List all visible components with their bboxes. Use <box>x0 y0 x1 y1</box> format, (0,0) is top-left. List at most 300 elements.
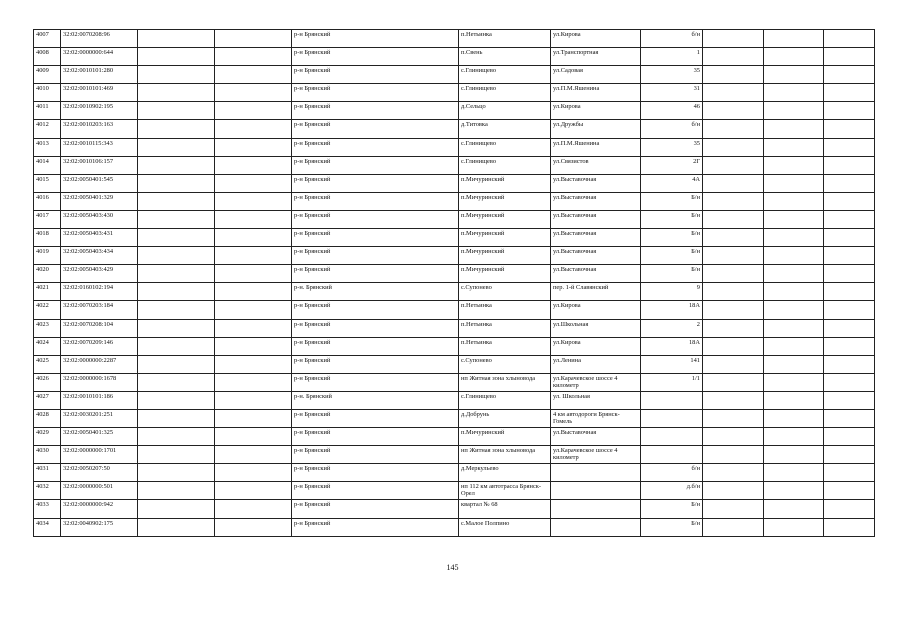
empty-cell <box>764 48 824 66</box>
row-number-cell: 4031 <box>34 464 61 482</box>
empty-cell <box>215 337 292 355</box>
cadastral-number-cell: 32:02:0000000:942 <box>61 500 138 518</box>
empty-cell <box>824 48 875 66</box>
table-row <box>34 138 875 156</box>
settlement-cell: д.Меркульево <box>459 464 551 482</box>
row-number-cell: 4027 <box>34 391 61 409</box>
empty-cell <box>215 373 292 391</box>
house-number-cell: Б/н <box>641 500 703 518</box>
empty-cell <box>215 210 292 228</box>
settlement-cell: п.Мичуринский <box>459 210 551 228</box>
street-cell: ул.Школьная <box>551 319 641 337</box>
table-row <box>34 391 875 409</box>
empty-cell <box>824 373 875 391</box>
empty-cell <box>215 355 292 373</box>
empty-cell <box>764 66 824 84</box>
house-number-cell: 46 <box>641 102 703 120</box>
cadastral-number-cell: 32:02:0040902:175 <box>61 518 138 536</box>
district-cell: р-н Брянский <box>292 301 459 319</box>
empty-cell <box>703 210 764 228</box>
empty-cell <box>138 428 215 446</box>
cadastral-number-cell: 32:02:0050401:329 <box>61 192 138 210</box>
cadastral-number-cell: 32:02:0010101:280 <box>61 66 138 84</box>
table-row <box>34 319 875 337</box>
empty-cell <box>703 138 764 156</box>
row-number-cell: 4015 <box>34 174 61 192</box>
cadastral-number-cell: 32:02:0030201:251 <box>61 409 138 427</box>
row-number-cell: 4017 <box>34 210 61 228</box>
district-cell: р-н Брянский <box>292 210 459 228</box>
cadastral-number-cell: 32:02:0000000:1678 <box>61 373 138 391</box>
empty-cell <box>764 120 824 138</box>
empty-cell <box>764 409 824 427</box>
empty-cell <box>215 102 292 120</box>
empty-cell <box>824 102 875 120</box>
empty-cell <box>138 66 215 84</box>
street-cell: ул.Транспортная <box>551 48 641 66</box>
empty-cell <box>824 428 875 446</box>
cadastral-number-cell: 32:02:0000000:2287 <box>61 355 138 373</box>
empty-cell <box>703 247 764 265</box>
district-cell: р-н Брянский <box>292 156 459 174</box>
empty-cell <box>824 174 875 192</box>
empty-cell <box>138 120 215 138</box>
table-row <box>34 337 875 355</box>
empty-cell <box>824 446 875 464</box>
empty-cell <box>215 30 292 48</box>
empty-cell <box>824 84 875 102</box>
table-row <box>34 355 875 373</box>
house-number-cell: 2Г <box>641 156 703 174</box>
house-number-cell: 9 <box>641 283 703 301</box>
empty-cell <box>824 229 875 247</box>
empty-cell <box>703 48 764 66</box>
empty-cell <box>215 283 292 301</box>
table-row <box>34 156 875 174</box>
table-row <box>34 265 875 283</box>
cadastral-number-cell: 32:02:0050401:325 <box>61 428 138 446</box>
empty-cell <box>764 84 824 102</box>
empty-cell <box>764 210 824 228</box>
settlement-cell: п.Нетьинка <box>459 30 551 48</box>
row-number-cell: 4013 <box>34 138 61 156</box>
settlement-cell: д.Титовка <box>459 120 551 138</box>
cadastral-number-cell: 32:02:0070203:184 <box>61 301 138 319</box>
empty-cell <box>703 373 764 391</box>
empty-cell <box>215 84 292 102</box>
empty-cell <box>703 391 764 409</box>
settlement-cell: п.Свень <box>459 48 551 66</box>
empty-cell <box>703 337 764 355</box>
district-cell: р-н. Брянский <box>292 391 459 409</box>
street-cell: ул.Кирова <box>551 301 641 319</box>
empty-cell <box>703 428 764 446</box>
empty-cell <box>764 319 824 337</box>
cadastral-number-cell: 32:02:0000000:501 <box>61 482 138 500</box>
house-number-cell: б/н <box>641 464 703 482</box>
empty-cell <box>138 500 215 518</box>
house-number-cell <box>641 409 703 427</box>
empty-cell <box>703 301 764 319</box>
empty-cell <box>215 301 292 319</box>
empty-cell <box>764 301 824 319</box>
house-number-cell <box>641 391 703 409</box>
house-number-cell: Б/н <box>641 265 703 283</box>
empty-cell <box>138 409 215 427</box>
empty-cell <box>703 229 764 247</box>
table-row <box>34 500 875 518</box>
table-row <box>34 409 875 427</box>
cadastral-number-cell: 32:02:0070208:96 <box>61 30 138 48</box>
table-row <box>34 301 875 319</box>
empty-cell <box>138 102 215 120</box>
empty-cell <box>824 319 875 337</box>
house-number-cell: Б/н <box>641 210 703 228</box>
house-number-cell: д.б/н <box>641 482 703 500</box>
settlement-cell: нп Житная зона хлыновода <box>459 446 551 464</box>
empty-cell <box>703 355 764 373</box>
house-number-cell: б/н <box>641 120 703 138</box>
settlement-cell: п.Мичуринский <box>459 265 551 283</box>
house-number-cell: б/н <box>641 30 703 48</box>
street-cell: ул.Кирова <box>551 30 641 48</box>
row-number-cell: 4021 <box>34 283 61 301</box>
table-row <box>34 428 875 446</box>
settlement-cell: п.Нетьинка <box>459 337 551 355</box>
street-cell: пер. 1-й Славянский <box>551 283 641 301</box>
empty-cell <box>764 355 824 373</box>
street-cell <box>551 482 641 500</box>
table-row <box>34 120 875 138</box>
cadastral-number-cell: 32:02:0050403:434 <box>61 247 138 265</box>
empty-cell <box>764 102 824 120</box>
settlement-cell: с.Супонево <box>459 355 551 373</box>
empty-cell <box>824 192 875 210</box>
house-number-cell: 18А <box>641 301 703 319</box>
empty-cell <box>703 464 764 482</box>
table-row <box>34 482 875 500</box>
street-cell: ул.Связистов <box>551 156 641 174</box>
empty-cell <box>824 138 875 156</box>
empty-cell <box>703 174 764 192</box>
table-row <box>34 283 875 301</box>
empty-cell <box>215 156 292 174</box>
street-cell: ул.Карачевское шоссе 4 километр <box>551 446 641 464</box>
empty-cell <box>703 66 764 84</box>
settlement-cell: нп Житная зона хлыновода <box>459 373 551 391</box>
district-cell: р-н Брянский <box>292 102 459 120</box>
empty-cell <box>824 464 875 482</box>
street-cell: ул.Дружбы <box>551 120 641 138</box>
empty-cell <box>764 138 824 156</box>
empty-cell <box>824 409 875 427</box>
street-cell: ул.Выставочная <box>551 428 641 446</box>
settlement-cell: д.Сельцо <box>459 102 551 120</box>
empty-cell <box>138 84 215 102</box>
empty-cell <box>215 482 292 500</box>
table-row <box>34 66 875 84</box>
empty-cell <box>764 247 824 265</box>
table-row <box>34 30 875 48</box>
settlement-cell: п.Нетьинка <box>459 319 551 337</box>
table-body <box>34 30 875 537</box>
settlement-cell: нп 112 км автотрасса Брянск-Орел <box>459 482 551 500</box>
house-number-cell: 1/1 <box>641 373 703 391</box>
empty-cell <box>703 482 764 500</box>
house-number-cell <box>641 446 703 464</box>
district-cell: р-н Брянский <box>292 247 459 265</box>
empty-cell <box>764 464 824 482</box>
empty-cell <box>764 391 824 409</box>
settlement-cell: с.Малое Полпино <box>459 518 551 536</box>
row-number-cell: 4032 <box>34 482 61 500</box>
settlement-cell: п.Мичуринский <box>459 229 551 247</box>
cadastral-number-cell: 32:02:0010203:163 <box>61 120 138 138</box>
house-number-cell: Б/н <box>641 518 703 536</box>
empty-cell <box>824 247 875 265</box>
table-row <box>34 518 875 536</box>
row-number-cell: 4007 <box>34 30 61 48</box>
empty-cell <box>138 391 215 409</box>
district-cell: р-н Брянский <box>292 319 459 337</box>
row-number-cell: 4012 <box>34 120 61 138</box>
settlement-cell: п.Мичуринский <box>459 428 551 446</box>
empty-cell <box>138 446 215 464</box>
empty-cell <box>215 120 292 138</box>
street-cell: ул.Ленина <box>551 355 641 373</box>
empty-cell <box>764 192 824 210</box>
empty-cell <box>215 192 292 210</box>
empty-cell <box>138 156 215 174</box>
street-cell: ул.Садовая <box>551 66 641 84</box>
empty-cell <box>138 482 215 500</box>
cadastral-number-cell: 32:02:0010902:195 <box>61 102 138 120</box>
empty-cell <box>824 210 875 228</box>
empty-cell <box>703 518 764 536</box>
district-cell: р-н Брянский <box>292 174 459 192</box>
row-number-cell: 4030 <box>34 446 61 464</box>
house-number-cell: 1 <box>641 48 703 66</box>
street-cell <box>551 518 641 536</box>
house-number-cell: Б/н <box>641 192 703 210</box>
empty-cell <box>703 156 764 174</box>
district-cell: р-н Брянский <box>292 48 459 66</box>
empty-cell <box>138 355 215 373</box>
street-cell: ул.Карачевское шоссе 4 километр <box>551 373 641 391</box>
settlement-cell: д.Добрунь <box>459 409 551 427</box>
registry-table <box>33 29 875 537</box>
row-number-cell: 4026 <box>34 373 61 391</box>
row-number-cell: 4025 <box>34 355 61 373</box>
district-cell: р-н Брянский <box>292 446 459 464</box>
empty-cell <box>138 192 215 210</box>
empty-cell <box>215 229 292 247</box>
empty-cell <box>215 265 292 283</box>
empty-cell <box>703 283 764 301</box>
district-cell: р-н Брянский <box>292 337 459 355</box>
empty-cell <box>215 138 292 156</box>
cadastral-number-cell: 32:02:0010101:186 <box>61 391 138 409</box>
cadastral-number-cell: 32:02:0050401:545 <box>61 174 138 192</box>
street-cell: ул.Кирова <box>551 337 641 355</box>
empty-cell <box>138 373 215 391</box>
empty-cell <box>764 500 824 518</box>
row-number-cell: 4016 <box>34 192 61 210</box>
empty-cell <box>764 265 824 283</box>
street-cell: ул.Выставочная <box>551 210 641 228</box>
empty-cell <box>138 283 215 301</box>
empty-cell <box>138 337 215 355</box>
settlement-cell: п.Мичуринский <box>459 192 551 210</box>
settlement-cell: с.Глинищево <box>459 66 551 84</box>
empty-cell <box>138 229 215 247</box>
district-cell: р-н Брянский <box>292 355 459 373</box>
table-row <box>34 464 875 482</box>
empty-cell <box>824 66 875 84</box>
street-cell <box>551 464 641 482</box>
empty-cell <box>764 518 824 536</box>
row-number-cell: 4018 <box>34 229 61 247</box>
house-number-cell: Б/н <box>641 247 703 265</box>
district-cell: р-н Брянский <box>292 373 459 391</box>
cadastral-number-cell: 32:02:0010115:343 <box>61 138 138 156</box>
row-number-cell: 4020 <box>34 265 61 283</box>
empty-cell <box>215 391 292 409</box>
empty-cell <box>138 319 215 337</box>
empty-cell <box>824 391 875 409</box>
street-cell <box>551 500 641 518</box>
settlement-cell: с.Глинищево <box>459 84 551 102</box>
row-number-cell: 4014 <box>34 156 61 174</box>
empty-cell <box>703 265 764 283</box>
row-number-cell: 4028 <box>34 409 61 427</box>
cadastral-number-cell: 32:02:0160102:194 <box>61 283 138 301</box>
table-row <box>34 48 875 66</box>
street-cell: ул.Выставочная <box>551 229 641 247</box>
cadastral-number-cell: 32:02:0050403:430 <box>61 210 138 228</box>
cadastral-number-cell: 32:02:0070209:146 <box>61 337 138 355</box>
empty-cell <box>703 192 764 210</box>
empty-cell <box>824 301 875 319</box>
empty-cell <box>824 156 875 174</box>
house-number-cell: 4А <box>641 174 703 192</box>
empty-cell <box>764 283 824 301</box>
table-row <box>34 174 875 192</box>
house-number-cell: 18А <box>641 337 703 355</box>
district-cell: р-н. Брянский <box>292 283 459 301</box>
empty-cell <box>764 174 824 192</box>
district-cell: р-н Брянский <box>292 500 459 518</box>
settlement-cell: с.Супонево <box>459 283 551 301</box>
empty-cell <box>764 482 824 500</box>
district-cell: р-н Брянский <box>292 138 459 156</box>
row-number-cell: 4029 <box>34 428 61 446</box>
settlement-cell: п.Нетьинка <box>459 301 551 319</box>
empty-cell <box>215 247 292 265</box>
street-cell: ул.Выставочная <box>551 174 641 192</box>
empty-cell <box>824 283 875 301</box>
table-row <box>34 192 875 210</box>
street-cell: ул.Кирова <box>551 102 641 120</box>
cadastral-number-cell: 32:02:0000000:1701 <box>61 446 138 464</box>
empty-cell <box>215 409 292 427</box>
settlement-cell: квартал № 68 <box>459 500 551 518</box>
cadastral-number-cell: 32:02:0010101:469 <box>61 84 138 102</box>
district-cell: р-н Брянский <box>292 30 459 48</box>
empty-cell <box>764 229 824 247</box>
house-number-cell: 35 <box>641 138 703 156</box>
district-cell: р-н Брянский <box>292 409 459 427</box>
empty-cell <box>824 30 875 48</box>
empty-cell <box>138 210 215 228</box>
row-number-cell: 4033 <box>34 500 61 518</box>
cadastral-number-cell: 32:02:0070208:104 <box>61 319 138 337</box>
empty-cell <box>215 518 292 536</box>
empty-cell <box>138 518 215 536</box>
table-row <box>34 373 875 391</box>
page-number: 145 <box>446 563 459 572</box>
district-cell: р-н Брянский <box>292 66 459 84</box>
empty-cell <box>824 120 875 138</box>
empty-cell <box>138 48 215 66</box>
table-row <box>34 102 875 120</box>
empty-cell <box>703 409 764 427</box>
empty-cell <box>215 174 292 192</box>
empty-cell <box>703 500 764 518</box>
empty-cell <box>764 156 824 174</box>
empty-cell <box>703 84 764 102</box>
row-number-cell: 4010 <box>34 84 61 102</box>
district-cell: р-н Брянский <box>292 482 459 500</box>
row-number-cell: 4008 <box>34 48 61 66</box>
row-number-cell: 4011 <box>34 102 61 120</box>
house-number-cell: Б/н <box>641 229 703 247</box>
row-number-cell: 4024 <box>34 337 61 355</box>
cadastral-number-cell: 32:02:0000000:644 <box>61 48 138 66</box>
settlement-cell: с.Глинищево <box>459 391 551 409</box>
empty-cell <box>764 337 824 355</box>
empty-cell <box>215 464 292 482</box>
table-row <box>34 446 875 464</box>
district-cell: р-н Брянский <box>292 84 459 102</box>
cadastral-number-cell: 32:02:0050403:429 <box>61 265 138 283</box>
table-row <box>34 229 875 247</box>
settlement-cell: с.Глинищево <box>459 156 551 174</box>
street-cell: ул.П.М.Яшенина <box>551 84 641 102</box>
district-cell: р-н Брянский <box>292 464 459 482</box>
row-number-cell: 4034 <box>34 518 61 536</box>
street-cell: ул.Выставочная <box>551 192 641 210</box>
empty-cell <box>764 373 824 391</box>
empty-cell <box>138 265 215 283</box>
empty-cell <box>764 446 824 464</box>
empty-cell <box>764 30 824 48</box>
empty-cell <box>138 174 215 192</box>
house-number-cell <box>641 428 703 446</box>
district-cell: р-н Брянский <box>292 518 459 536</box>
row-number-cell: 4019 <box>34 247 61 265</box>
row-number-cell: 4009 <box>34 66 61 84</box>
settlement-cell: с.Глинищево <box>459 138 551 156</box>
street-cell: ул.П.М.Яшенина <box>551 138 641 156</box>
house-number-cell: 31 <box>641 84 703 102</box>
settlement-cell: п.Мичуринский <box>459 174 551 192</box>
settlement-cell: п.Мичуринский <box>459 247 551 265</box>
empty-cell <box>215 500 292 518</box>
empty-cell <box>215 319 292 337</box>
house-number-cell: 141 <box>641 355 703 373</box>
empty-cell <box>764 428 824 446</box>
